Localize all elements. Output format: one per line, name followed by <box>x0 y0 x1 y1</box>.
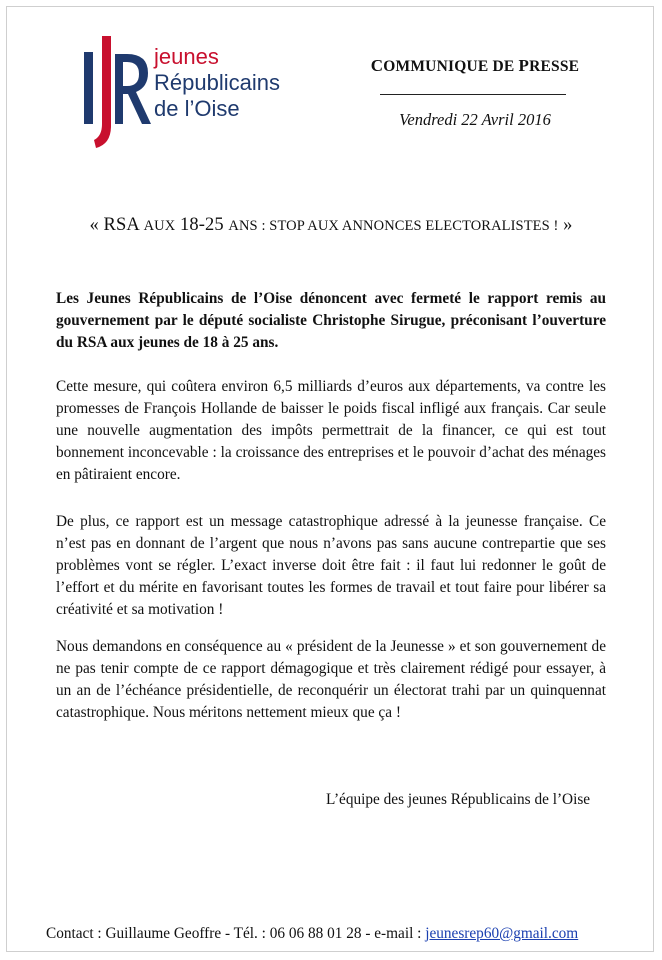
contact-text: Contact : Guillaume Geoffre - Tél. : 06 06 88 01 28 - e-mail : <box>46 925 426 942</box>
contact-line <box>46 925 626 943</box>
jeunes-republicains-logo <box>82 32 312 152</box>
paragraph-1: Cette mesure, qui coûtera environ 6,5 milliards d’euros aux départements, va contre les promesses de François Hollande de baisser le poids fiscal infligé aux français. Car seule une nouvelle augmentation des impôts permettrait de la financer, ce qui est tout bonnement inconcevable : la croissance des entreprises et le pouvoir d’achat des ménages en pâtiraient encore. <box>56 378 606 483</box>
press-release-title: COMMUNIQUE DE PRESSE <box>370 56 580 75</box>
logo-text-jeunes: jeunes <box>154 44 219 69</box>
signature: L’équipe des jeunes Républicains de l’Oise <box>326 791 591 808</box>
headline: « RSA AUX 18-25 ANS : STOP AUX ANNONCES ELECTORALISTES ! » <box>89 215 573 235</box>
paragraph-2: De plus, ce rapport est un message catastrophique adressé à la jeunesse française. Ce n’est pas en donnant de l’argent que nous n’avons pas sans aucune contrepartie que ses problèmes vont se régler. L’exact inverse doit être fait : il faut lui redonner le goût de l’effort et du mérite en favorisant toutes les formes de travail et tout faire pour libérer sa créativité et sa motivation ! <box>56 513 606 618</box>
press-date: Vendredi 22 Avril 2016 <box>399 110 551 129</box>
logo-text-republicains: Républicains <box>154 70 280 95</box>
email-link[interactable]: jeunesrep60@gmail.com <box>425 925 579 942</box>
paragraph-3: Nous demandons en conséquence au « président de la Jeunesse » et son gouvernement de ne pas tenir compte de ce rapport démagogique et très clairement rédigé pour essayer, à un an de l’échéance présidentielle, de reconquérir un électorat trahi par un quinquennat catastrophique. Nous méritons nettement mieux que ça ! <box>56 638 606 721</box>
title-divider <box>380 94 566 95</box>
logo-text-oise: de l’Oise <box>154 96 240 121</box>
lead-paragraph: Les Jeunes Républicains de l’Oise dénoncent avec fermeté le rapport remis au gouvernement par le député socialiste Christophe Sirugue, préconisant l’ouverture du RSA aux jeunes de 18 à 25 ans. <box>56 290 606 351</box>
jr-monogram-icon <box>82 32 152 152</box>
